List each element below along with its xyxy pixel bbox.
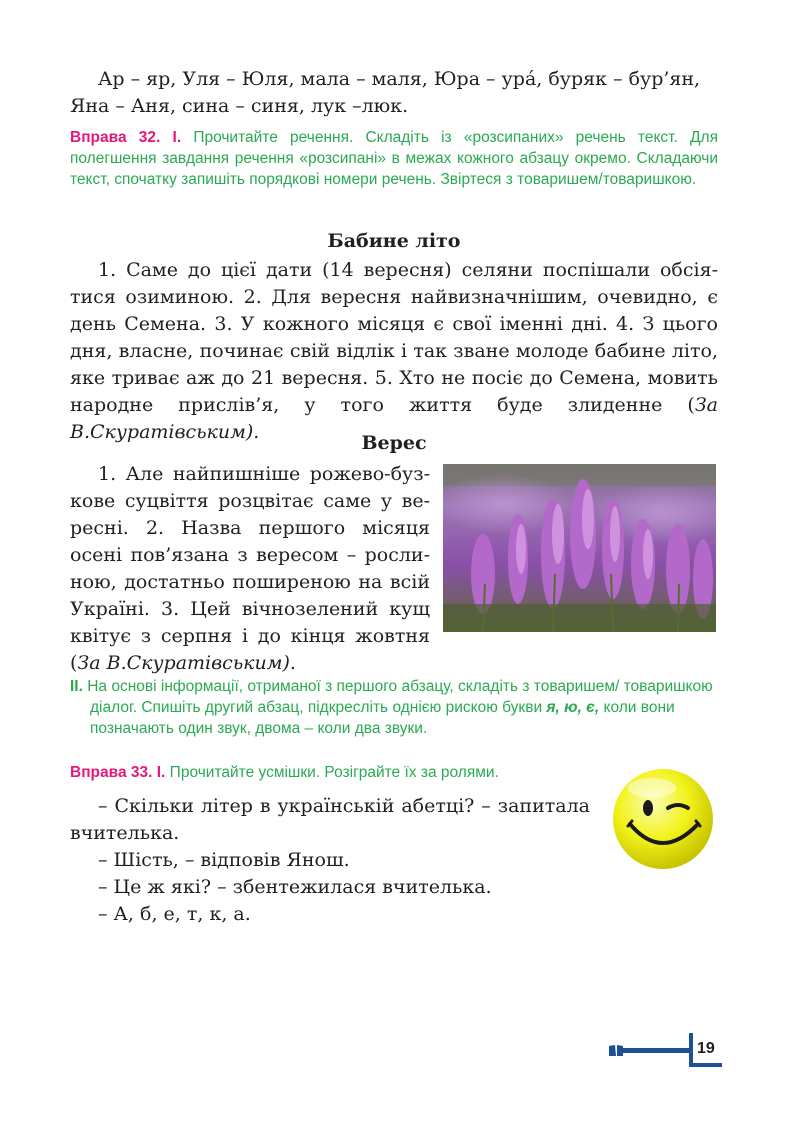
page-number: 19 <box>697 1040 715 1057</box>
exercise-33-text: Прочитайте усмішки. Розіграйте їх за ролями. <box>165 764 499 781</box>
word-pairs <box>70 66 718 120</box>
dialog-line-1: – Скільки літер в українській абетці? – запитала вчителька. <box>70 795 590 844</box>
task-2-letters: я, ю, є, <box>546 699 600 716</box>
text-2-body <box>70 461 430 677</box>
text-1-source: За В.Скуратівським). <box>70 394 718 443</box>
dialog-line-4: – А, б, е, т, к, а. <box>98 903 251 925</box>
text-2-paragraph: 1. Але найпишніше рожево-бузкове суцвіття розцвітає саме у вересні. 2. Назва першого місяця осені пов’язана з вересом – рослиною, достатньо поширеною на всій Україні. 3. Цей вічнозелений кущ квітує з серпня і до кінця жовтня ( <box>70 463 430 674</box>
exercise-33-instructions <box>70 762 600 783</box>
exercise-32-label: Вправа 32. І. <box>70 129 182 146</box>
task-2-label: ІІ. <box>70 678 83 695</box>
text-2-title: Верес <box>361 432 427 454</box>
smiley-face-image <box>610 766 716 872</box>
word-pairs-line-1: Ар – яр, Уля – Юля, мала – маля, Юра – урá, буряк – бур’ян, <box>98 68 701 90</box>
dialog-line-2: – Шість, – відповів Янош. <box>98 849 350 871</box>
exercise-32-instructions <box>70 127 718 190</box>
task-2-text-end: коли вони позначають один звук, двома – коли два звуки. <box>90 699 675 737</box>
text-1-title: Бабине літо <box>327 230 461 252</box>
exercise-32-text: Прочитайте речення. Складіть із «розсипаних» речень текст. Для полегшення завдання речення «розсипані» в межах кожного абзацу окремо. Складаючи текст, спочатку запишіть порядкові номери речень. Звіртеся з товаришем/товаришкою. <box>70 129 718 188</box>
task-2-instructions <box>70 676 718 739</box>
heather-photo <box>443 464 716 632</box>
text-1-paragraph: 1. Саме до цієї дати (14 вересня) селяни поспішали обсіятися озиминою. 2. Для вересня найвизначнішим, очевидно, є день Семена. 3. У кожного місяця є свої іменні дні. 4. З цього дня, власне, починає свій відлік і так зване молоде бабине літо, яке триває аж до 21 вересня. 5. Хто не посіє до Семена, мовить народне прислів’я, у того життя буде злиденне ( <box>70 259 718 416</box>
word-pairs-line-2: Яна – Аня, сина – синя, лук –люк. <box>70 95 409 117</box>
text-1-body <box>70 257 718 446</box>
exercise-33-label: Вправа 33. І. <box>70 764 166 781</box>
dialog-line-3: – Це ж які? – збентежилася вчителька. <box>98 876 492 898</box>
dialog <box>70 793 590 928</box>
task-2-text: На основі інформації, отриманої з першого абзацу, складіть з товаришем/ товаришкою діалог. Спишіть другий абзац, підкресліть однією рискою букви <box>82 678 713 716</box>
text-2-source: За В.Скуратівським). <box>77 652 296 674</box>
footer-bar <box>617 1048 690 1053</box>
